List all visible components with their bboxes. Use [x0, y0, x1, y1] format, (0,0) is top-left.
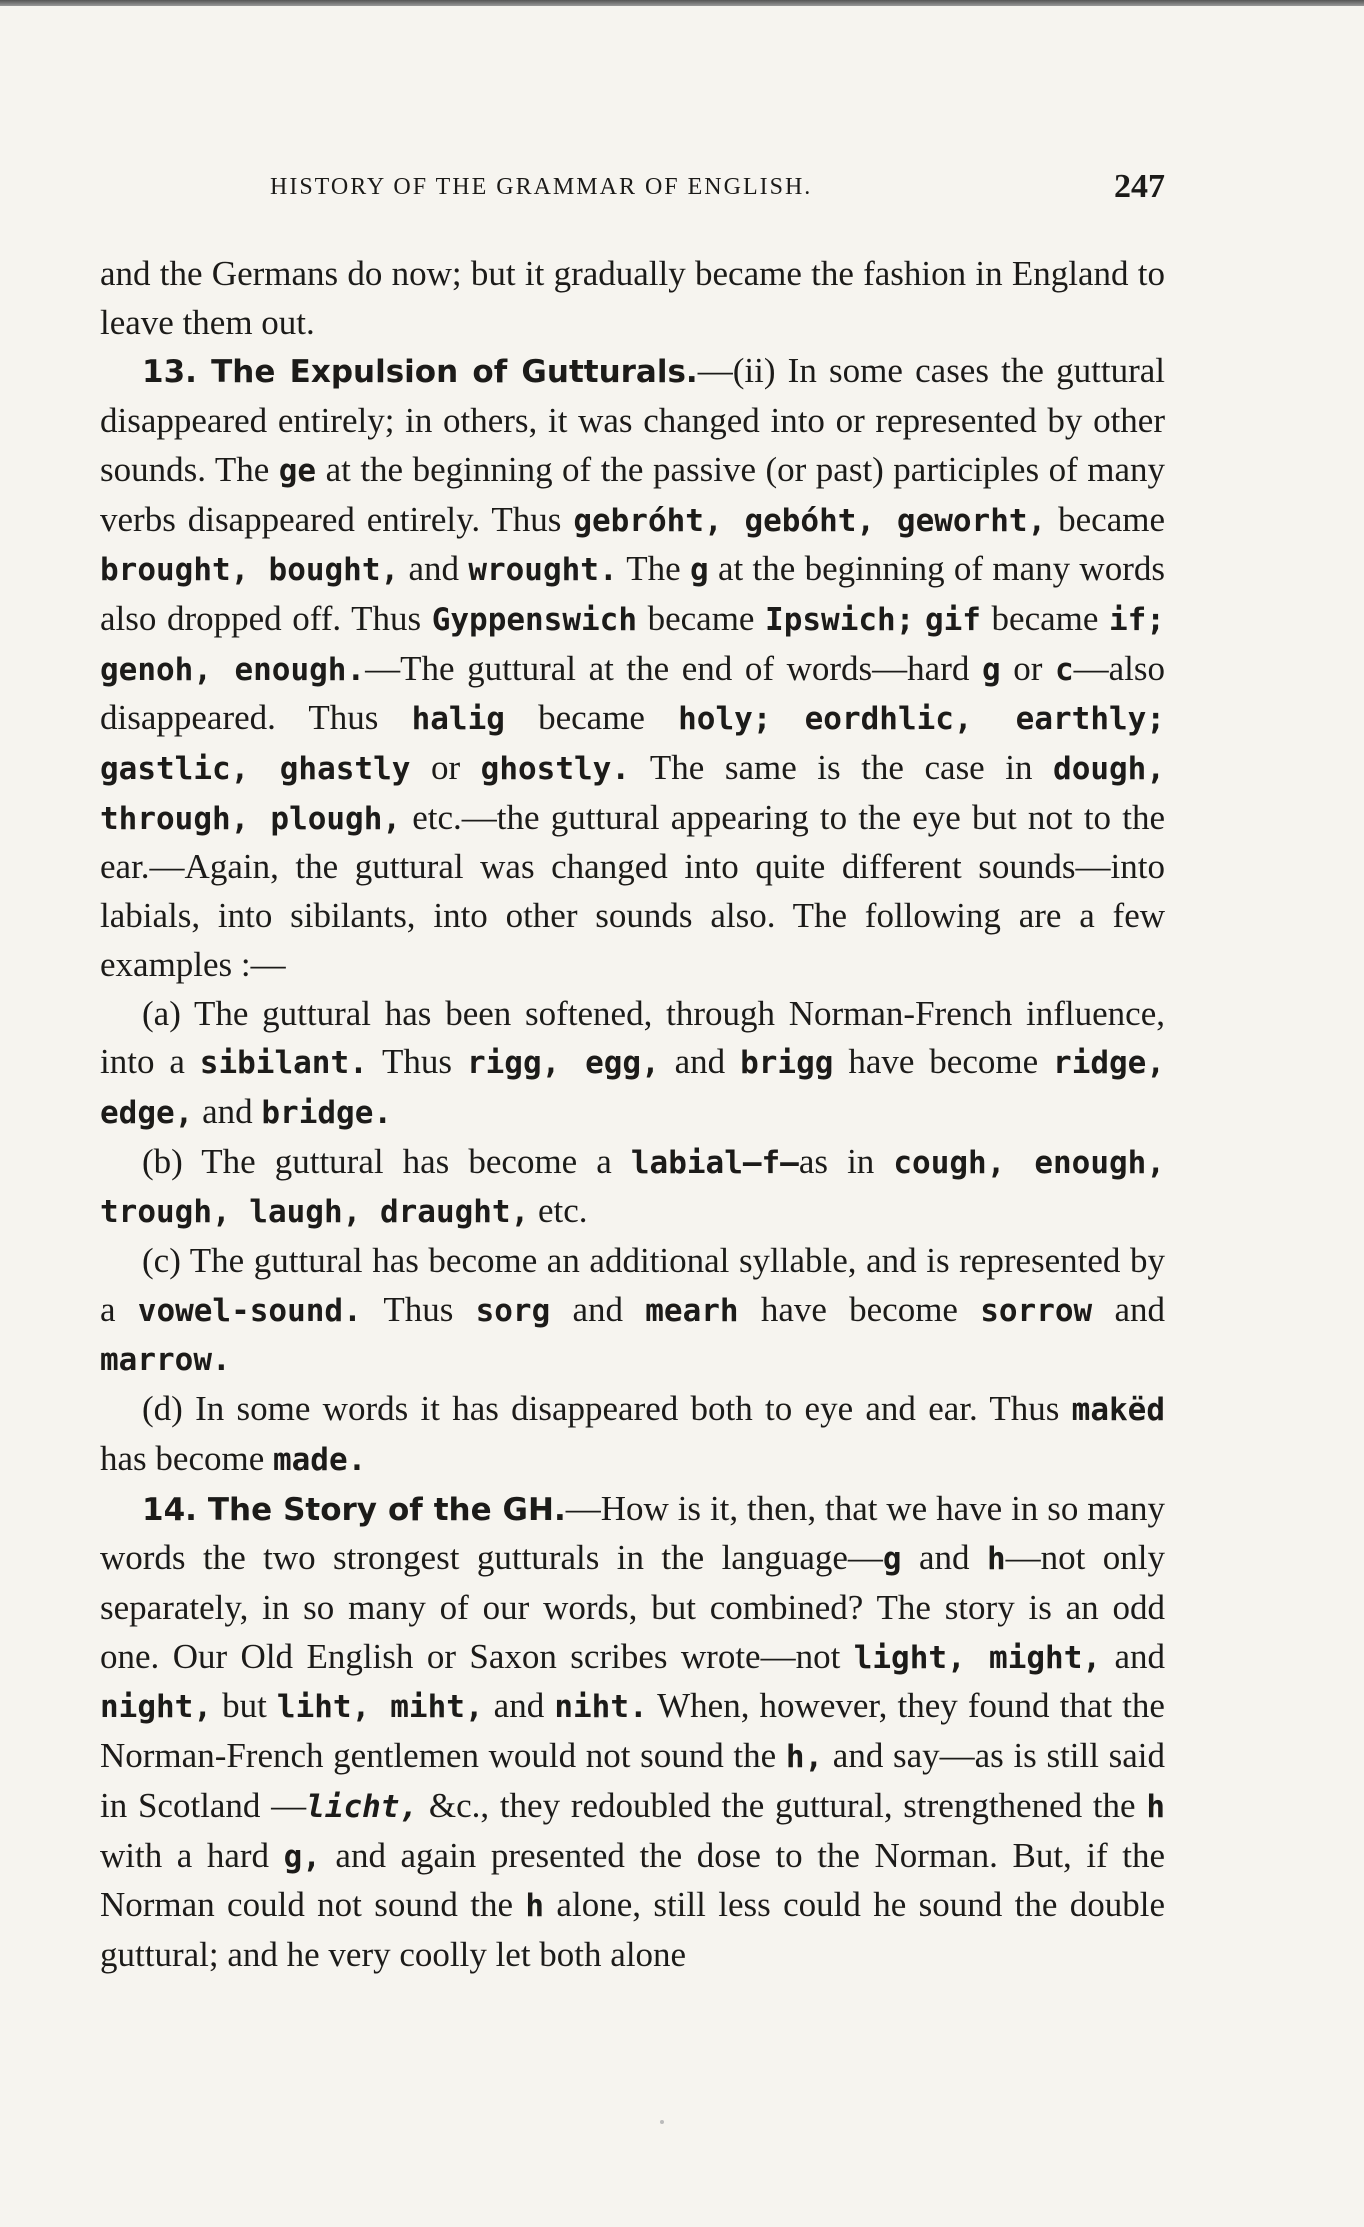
- section-heading-14: 14. The Story of the GH.: [142, 1491, 566, 1528]
- paragraph-14-story-of-gh: 14. The Story of the GH.—How is it, then, that we have in so many words the two strongest gutturals in the language—g and h—not only separately, in so many of our words, but combined? The story is an odd one. Our Old English or Saxon scribes wrote—not light, might, and night, but liht, miht, and niht. When, however, they found that the Norman-French gentlemen would not sound the h, and say—as is still said in Scotland —licht, &c., they redoubled the guttural, strengthened the h with a hard g, and again presented the dose to the Norman. But, if the Norman could not sound the h alone, still less could he sound the double guttural; and he very coolly let both alone: [100, 1488, 1166, 1974]
- scan-edge: [0, 0, 1364, 6]
- running-title: HISTORY OF THE GRAMMAR OF ENGLISH.: [270, 174, 813, 200]
- paragraph-b-labial: (b) The guttural has become a labial—f—as in cough, enough, trough, laugh, draught, etc.: [100, 1141, 1165, 1231]
- page-header: [100, 168, 1165, 208]
- paragraph-13-expulsion-of-gutturals: 13. The Expulsion of Gutturals.—(ii) In some cases the guttural disappeared entirely; in others, it was changed into or represented by other sounds. The ge at the beginning of the passive (or past) participles of many verbs disappeared entirely. Thus gebróht, gebóht, geworht, became brought, bought, and wrought. The g at the beginning of many words also dropped off. Thus Gyppenswich became Ipswich; gif became if; genoh, enough.—The guttural at the end of words—hard g or c—also disappeared. Thus halig became holy; eordhlic, earthly; gastlic, ghastly or ghostly. The same is the case in dough, through, plough, etc.—the guttural appearing to the eye but not to the ear.—Again, the guttural was changed into quite different sounds—into labials, into sibilants, into other sounds also. The following are a few examples :—: [100, 351, 1166, 984]
- page-number: 247: [1114, 168, 1165, 205]
- paragraph-a-sibilant: (a) The guttural has been softened, through Norman-French influence, into a sibilant. Thus rigg, egg, and brigg have become ridge, edge, and bridge.: [100, 993, 1166, 1131]
- scan-speck: [660, 2120, 664, 2124]
- paragraph-continuation: and the Germans do now; but it gradually became the fashion in England to leave them out.: [100, 254, 1165, 342]
- paragraph-c-vowel-sound: (c) The guttural has become an additional syllable, and is represented by a vowel-sound. Thus sorg and mearh have become sorrow and marrow.: [100, 1241, 1165, 1379]
- paragraph-d-disappeared: (d) In some words it has disappeared both to eye and ear. Thus makëd has become made.: [100, 1389, 1165, 1478]
- section-heading-13: 13. The Expulsion of Gutturals.: [142, 354, 698, 391]
- page-body: [100, 250, 1165, 1980]
